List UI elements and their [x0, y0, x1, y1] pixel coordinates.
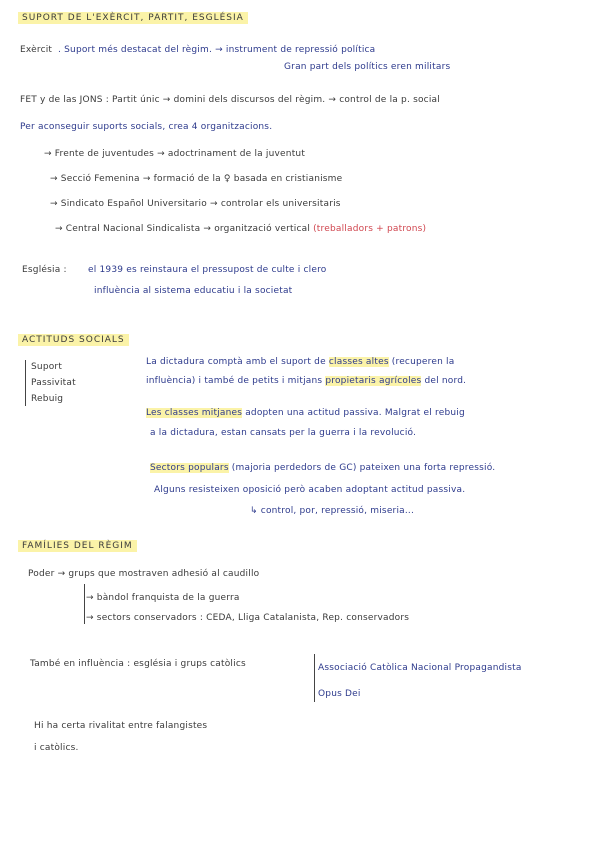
exercit-label: Exèrcit	[20, 45, 53, 55]
families-tambe: També en influència : església i grups catòlics	[30, 659, 246, 669]
actituds-p1-line2	[146, 375, 466, 387]
actituds-p3-line2: Alguns resisteixen oposició però acaben adoptant actitud passiva.	[154, 485, 466, 495]
families-rivalitat-1: Hi ha certa rivalitat entre falangistes	[34, 721, 208, 731]
p2-text-a: adopten una actitud passiva. Malgrat el rebuig	[245, 408, 465, 418]
actituds-p3-line1	[150, 462, 495, 474]
p1-text-c: influència) i també de petits i mitjans	[146, 376, 323, 386]
actituds-p1-line1	[146, 356, 454, 368]
p1-text-d: del nord.	[424, 376, 467, 386]
families-bracket	[84, 584, 85, 624]
families-item-2: → sectors conservadors : CEDA, Lliga Catalanista, Rep. conservadors	[86, 613, 410, 623]
fet-line1: FET y de las JONS : Partit únic → domini dels discursos del règim. → control de la p. social	[20, 95, 440, 105]
actitud-item-2: Passivitat	[31, 378, 76, 388]
esglesia-label: Església :	[22, 265, 67, 275]
p1-text-b: (recuperen la	[391, 357, 455, 367]
families-item-1: → bàndol franquista de la guerra	[86, 593, 240, 603]
families-catolic-2: Opus Dei	[318, 689, 361, 699]
families-rivalitat-2: i catòlics.	[34, 743, 79, 753]
fet-org-2: → Secció Femenina → formació de la ♀ basada en cristianisme	[50, 174, 343, 184]
section-title-actituds: ACTITUDS SOCIALS	[18, 334, 129, 346]
families-catolic-1: Associació Catòlica Nacional Propagandista	[318, 663, 522, 673]
actituds-bracket	[25, 360, 26, 406]
fet-line2: Per aconseguir suports socials, crea 4 organitzacions.	[20, 122, 273, 132]
fet-org-3: → Sindicato Español Universitario → controlar els universitaris	[50, 199, 341, 209]
fet-org-4-main: → Central Nacional Sindicalista → organització vertical	[55, 224, 311, 234]
actituds-p2-line1	[146, 407, 465, 419]
p2-highlight-classes-mitjanes: Les classes mitjanes	[146, 408, 243, 418]
esglesia-line2: influència al sistema educatiu i la societat	[94, 286, 293, 296]
exercit-line2: Gran part dels polítics eren militars	[284, 62, 451, 72]
section-title-families: FAMÍLIES DEL RÈGIM	[18, 540, 137, 552]
p1-highlight-propietaris: propietaris agrícoles	[325, 376, 422, 386]
p1-text-a: La dictadura comptà amb el suport de	[146, 357, 326, 367]
families-poder: Poder → grups que mostraven adhesió al caudillo	[28, 569, 260, 579]
esglesia-line1: el 1939 es reinstaura el pressupost de culte i clero	[88, 265, 327, 275]
actituds-p2-line2: a la dictadura, estan cansats per la guerra i la revolució.	[150, 428, 417, 438]
exercit-line1: . Suport més destacat del règim. → instrument de repressió política	[58, 45, 376, 55]
actituds-p3-line3: ↳ control, por, repressió, miseria...	[250, 506, 415, 516]
p3-highlight-sectors-populars: Sectors populars	[150, 463, 229, 473]
section-title-suport: SUPORT DE L'EXÈRCIT, PARTIT, ESGLÉSIA	[18, 12, 248, 24]
families-catolics-bracket	[314, 654, 315, 702]
fet-org-1: → Frente de juventudes → adoctrinament de la juventut	[44, 149, 306, 159]
p1-highlight-classes-altes: classes altes	[328, 357, 389, 367]
p3-text-a: (majoria perdedors de GC) pateixen una forta repressió.	[231, 463, 496, 473]
fet-org-4	[55, 223, 426, 235]
actitud-item-1: Suport	[31, 362, 63, 372]
fet-org-4-note: (treballadors + patrons)	[313, 224, 427, 234]
actitud-item-3: Rebuig	[31, 394, 64, 404]
